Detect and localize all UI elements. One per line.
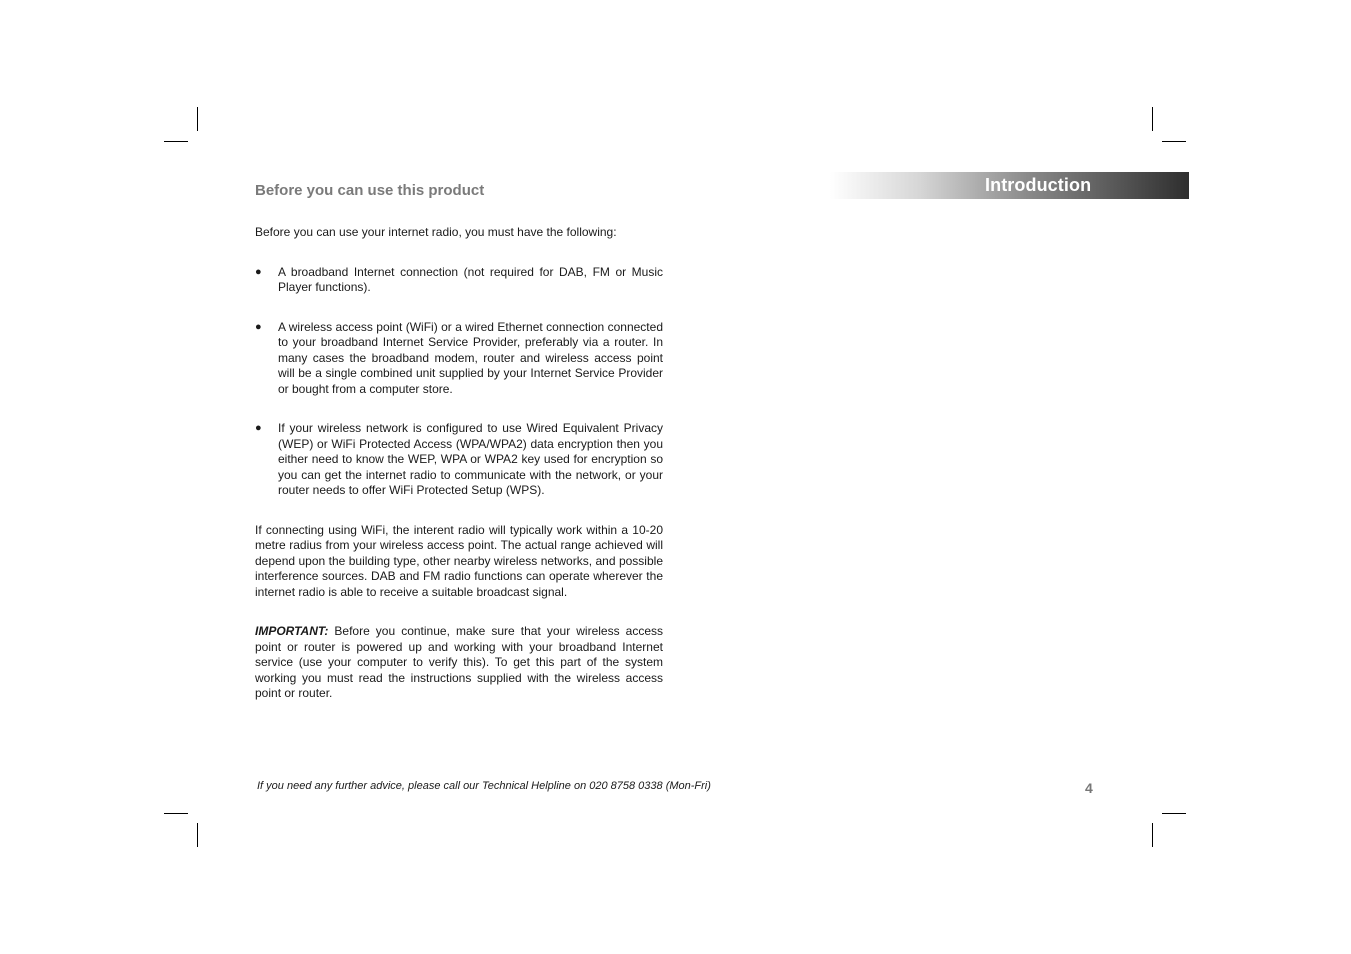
page-heading: Before you can use this product: [255, 182, 485, 199]
crop-mark-top-left-vertical: [197, 107, 198, 131]
list-item-text: A broadband Internet connection (not required for DAB, FM or Music Player functions).: [278, 264, 663, 294]
important-label: IMPORTANT:: [255, 624, 329, 638]
main-content: [255, 182, 663, 702]
crop-mark-top-left-horizontal: [164, 141, 188, 142]
important-text: Before you continue, make sure that your wireless access point or router is powered up and working with your broadband Internet service (use your computer to verify this). To get this part of the system working you must read the instructions supplied with the wireless access point or router.: [255, 624, 663, 700]
wifi-range-paragraph: If connecting using WiFi, the interent radio will typically work within a 10-20 metre radius from your wireless access point. The actual range achieved will depend upon the building type, other nearby wireless networks, and possible interference sources. DAB and FM radio functions can operate wherever the internet radio is able to receive a suitable broadcast signal.: [255, 522, 663, 599]
bullet-icon: ●: [255, 265, 262, 278]
crop-mark-bottom-right-vertical: [1152, 823, 1153, 847]
crop-mark-top-right-vertical: [1152, 107, 1153, 131]
intro-paragraph: Before you can use your internet radio, you must have the following:: [255, 225, 617, 239]
bullet-icon: ●: [255, 320, 262, 333]
section-header-bar: [830, 172, 1189, 199]
section-title: Introduction: [985, 175, 1092, 195]
crop-mark-bottom-right-horizontal: [1162, 813, 1186, 814]
crop-mark-bottom-left-vertical: [197, 823, 198, 847]
crop-mark-top-right-horizontal: [1162, 141, 1186, 142]
list-item-text: If your wireless network is configured to use Wired Equivalent Privacy (WEP) or WiFi Protected Access (WPA/WPA2) data encryption then you either need to know the WEP, WPA or WPA2 key used for encryption so you can get the internet radio to communicate with the network, or your router needs to offer WiFi Protected Setup (WPS).: [278, 421, 663, 497]
list-item: [255, 421, 663, 499]
important-paragraph: [255, 624, 663, 702]
page-number: 4: [1085, 780, 1093, 796]
bullet-icon: ●: [255, 422, 262, 434]
helpline-footer: If you need any further advice, please call our Technical Helpline on 020 8758 0338 (Mon-Fri): [257, 780, 711, 792]
list-item-text: A wireless access point (WiFi) or a wired Ethernet connection connected to your broadband Internet Service Provider, preferably via a router. In many cases the broadband modem, router and wireless access point will be a single combined unit supplied by your Internet Service Provider or bought from a computer store.: [278, 319, 663, 396]
requirements-list: [255, 265, 663, 499]
list-item: [255, 265, 663, 296]
crop-mark-bottom-left-horizontal: [164, 813, 188, 814]
list-item: [255, 320, 663, 398]
